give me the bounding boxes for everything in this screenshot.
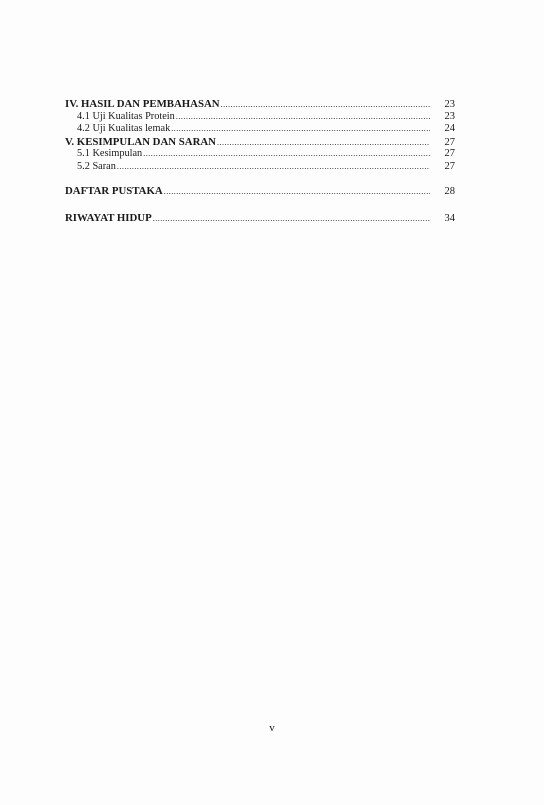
toc-entry-riwayat-hidup [65, 212, 455, 225]
toc-entry-page: 34 [444, 212, 455, 224]
toc-entry-uji-kualitas-protein [65, 111, 455, 124]
toc-entry-page: 24 [444, 123, 455, 134]
toc-entry-label: V. KESIMPULAN DAN SARAN [65, 135, 216, 148]
toc-entry-label: 5.1 Kesimpulan [77, 148, 143, 159]
toc-spacer [65, 198, 455, 212]
toc-leader-dots [171, 123, 430, 136]
toc-entry-saran [65, 161, 455, 174]
toc-entry-label: 5.2 Saran [77, 160, 116, 172]
table-of-contents [65, 98, 455, 224]
toc-entry-page: 23 [444, 110, 455, 122]
toc-leader-dots [153, 213, 430, 226]
toc-entry-kesimpulan [65, 148, 455, 161]
toc-leader-dots [117, 161, 430, 174]
toc-entry-page: 27 [444, 160, 455, 172]
toc-entry-page: 27 [444, 136, 455, 148]
toc-entry-label: IV. HASIL DAN PEMBAHASAN [65, 98, 220, 110]
toc-entry-uji-kualitas-lemak [65, 123, 455, 136]
toc-entry-page: 23 [444, 99, 455, 110]
toc-entry-label: 4.2 Uji Kualitas lemak [77, 123, 171, 134]
toc-entry-label: RIWAYAT HIDUP [65, 211, 152, 224]
toc-entry-label: DAFTAR PUSTAKA [65, 185, 163, 197]
toc-leader-dots [164, 186, 430, 199]
toc-leader-dots [176, 111, 430, 124]
toc-leader-dots [143, 148, 430, 161]
toc-entry-page: 27 [444, 148, 455, 159]
toc-spacer [65, 173, 455, 185]
toc-entry-page: 28 [444, 186, 455, 197]
toc-entry-hasil-dan-pembahasan [65, 98, 455, 111]
toc-entry-kesimpulan-dan-saran [65, 136, 455, 149]
page-number: v [269, 722, 275, 734]
toc-entry-label: 4.1 Uji Kualitas Protein [77, 110, 175, 122]
toc-entry-daftar-pustaka [65, 185, 455, 198]
